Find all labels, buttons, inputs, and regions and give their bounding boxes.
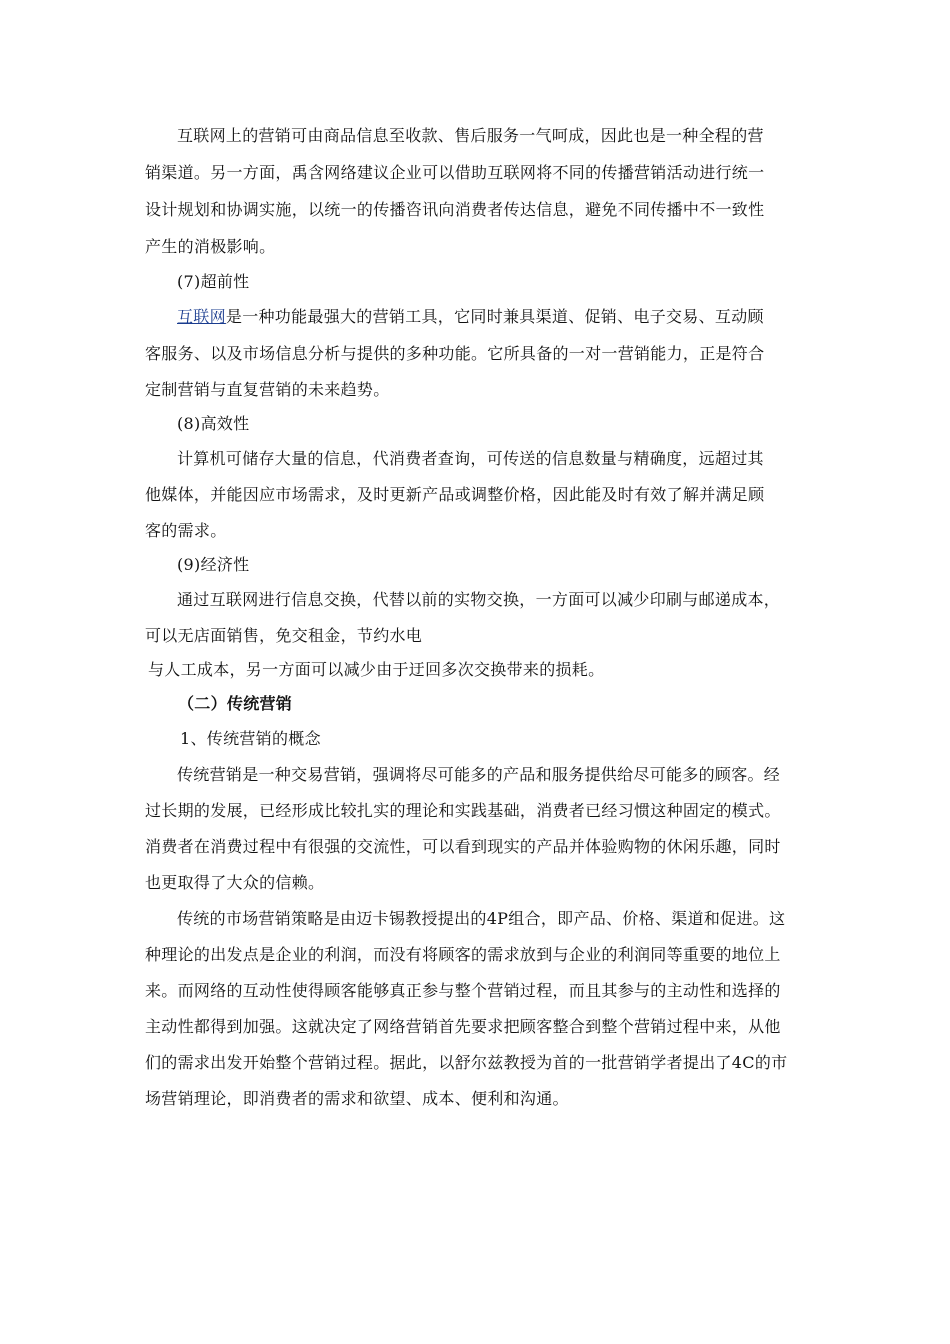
- item8-line-1: 计算机可储存大量的信息，代消费者查询，可传送的信息数量与精确度，远超过其: [177, 449, 764, 468]
- concept-line-1: 传统营销是一种交易营销，强调将尽可能多的产品和服务提供给尽可能多的顾客。经: [177, 765, 781, 784]
- subsection-heading: 1、传统营销的概念: [180, 729, 321, 748]
- concept-line-3: 消费者在消费过程中有很强的交流性，可以看到现实的产品并体验购物的休闲乐趣，同时: [145, 837, 781, 856]
- concept-line-2: 过长期的发展，已经形成比较扎实的理论和实践基础，消费者已经习惯这种固定的模式。: [145, 801, 781, 820]
- item8-title: (8)高效性: [177, 414, 250, 433]
- item7-line-3: 定制营销与直复营销的未来趋势。: [145, 380, 390, 399]
- item9-line-2: 可以无店面销售，免交租金，节约水电: [145, 626, 423, 645]
- fourp-line-4: 主动性都得到加强。这就决定了网络营销首先要求把顾客整合到整个营销过程中来，从他: [145, 1017, 781, 1036]
- item7-line-1: [177, 307, 764, 327]
- item9-title: (9)经济性: [177, 555, 250, 574]
- fourp-line-5: 们的需求出发开始整个营销过程。据此，以舒尔兹教授为首的一批营销学者提出了4C的市: [145, 1053, 788, 1072]
- para1-line-1: 互联网上的营销可由商品信息至收款、售后服务一气呵成，因此也是一种全程的营: [177, 126, 764, 145]
- item7-line-2: 客服务、以及市场信息分析与提供的多种功能。它所具备的一对一营销能力，正是符合: [145, 344, 765, 363]
- fourp-line-3: 来。而网络的互动性使得顾客能够真正参与整个营销过程，而且其参与的主动性和选择的: [145, 981, 781, 1000]
- item7-line-1-text: 是一种功能最强大的营销工具，它同时兼具渠道、促销、电子交易、互动顾: [225, 307, 764, 326]
- item9-line-3: 与人工成本，另一方面可以减少由于迂回多次交换带来的损耗。: [148, 660, 605, 679]
- fourp-line-1: 传统的市场营销策略是由迈卡锡教授提出的4P组合，即产品、价格、渠道和促进。这: [177, 909, 786, 928]
- item9-line-1: 通过互联网进行信息交换，代替以前的实物交换，一方面可以减少印刷与邮递成本，: [177, 590, 781, 609]
- item8-line-3: 客的需求。: [145, 521, 227, 540]
- section-heading: （二）传统营销: [178, 694, 293, 713]
- item8-line-2: 他媒体，并能因应市场需求，及时更新产品或调整价格，因此能及时有效了解并满足顾: [145, 485, 765, 504]
- para1-line-2: 销渠道。另一方面，禹含网络建议企业可以借助互联网将不同的传播营销活动进行统一: [145, 163, 765, 182]
- fourp-line-2: 种理论的出发点是企业的利润，而没有将顾客的需求放到与企业的利润同等重要的地位上: [145, 945, 781, 964]
- fourp-line-6: 场营销理论，即消费者的需求和欲望、成本、便利和沟通。: [145, 1089, 569, 1108]
- item7-title: (7)超前性: [177, 272, 250, 291]
- internet-link[interactable]: 互联网: [177, 307, 226, 326]
- para1-line-3: 设计规划和协调实施，以统一的传播咨讯向消费者传达信息，避免不同传播中不一致性: [145, 200, 765, 219]
- concept-line-4: 也更取得了大众的信赖。: [145, 873, 325, 892]
- para1-line-4: 产生的消极影响。: [145, 237, 276, 256]
